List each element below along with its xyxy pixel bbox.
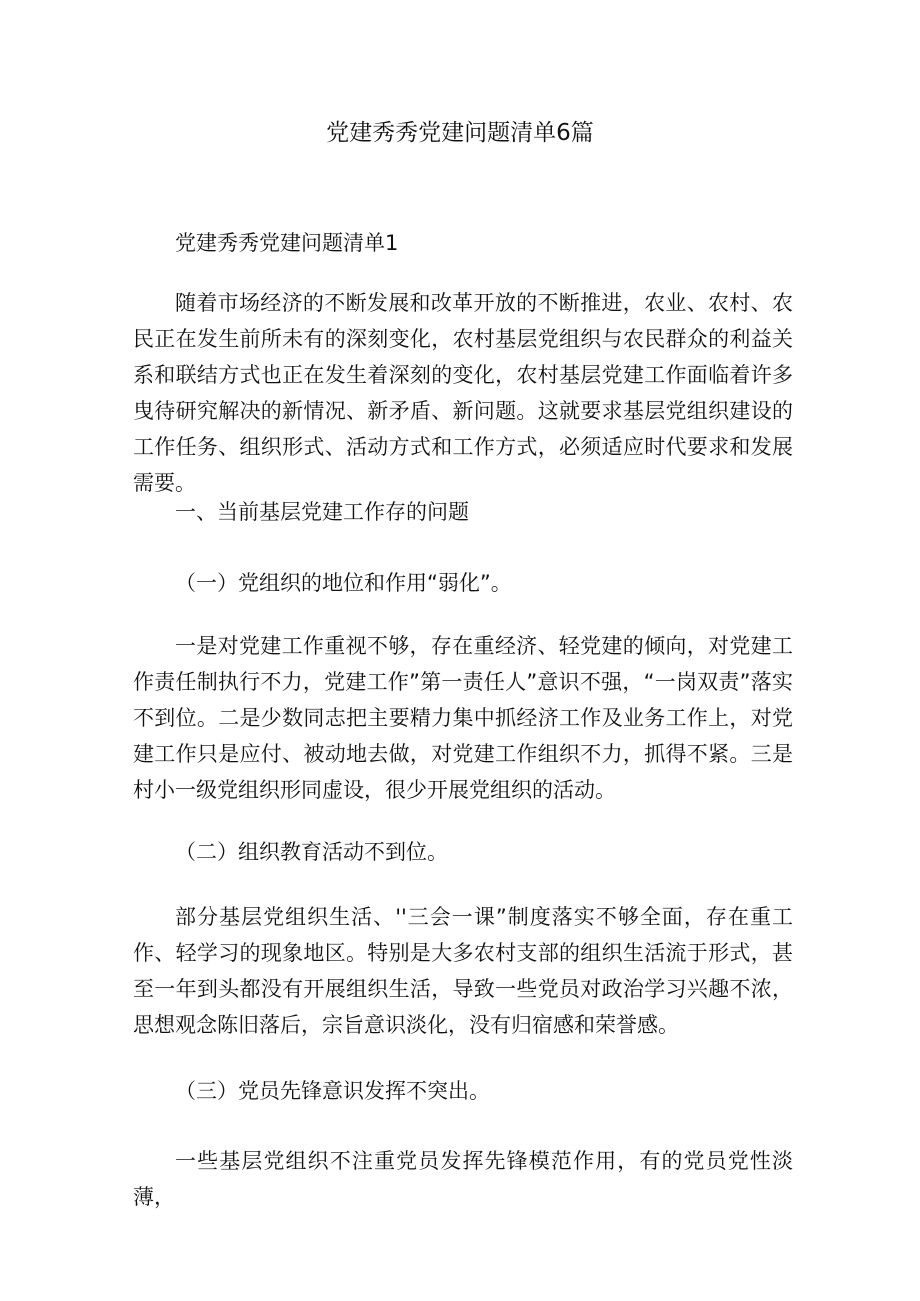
document-subtitle: 党建秀秀党建问题清单1 [175, 231, 399, 255]
subsection-1-body: 一是对党建工作重视不够，存在重经济、轻党建的倾向，对党建工作责任制执行不力，党建工作”第一责任人”意识不强，“一岗双责”落实不到位。二是少数同志把主要精力集中抓经济工作及业务工作上，对党建工作只是应付、被动地去做，对党建工作组织不力，抓得不紧。三是村小一级党组织形同虚设，很少开展党组织的活动。 [133, 634, 793, 802]
subsection-3-body: 一些基层党组织不注重党员发挥先锋模范作用，有的党员党性淡薄， [133, 1149, 793, 1209]
section-heading: 一、当前基层党建工作存的问题 [175, 500, 469, 524]
intro-paragraph: 随着市场经济的不断发展和改革开放的不断推进，农业、农村、农民正在发生前所未有的深刻变化，农村基层党组织与农民群众的利益关系和联结方式也正在发生着深刻的变化，农村基层党建工作面临着许多曳待研究解决的新情况、新矛盾、新问题。这就要求基层党组织建设的工作任务、组织形式、活动方式和工作方式，必须适应时代要求和发展需要。 [133, 291, 793, 495]
subsection-3-heading: （三）党员先锋意识发挥不突出。 [175, 1079, 490, 1103]
subsection-2-body: 部分基层党组织生活、''三会一课”制度落实不够全面，存在重工作、轻学习的现象地区。特别是大多农村支部的组织生活流于形式，甚至一年到头都没有开展组织生活，导致一些党员对政治学习兴趣不浓，思想观念陈旧落后，宗旨意识淡化，没有归宿感和荣誉感。 [133, 905, 793, 1037]
subsection-1-heading: （一）党组织的地位和作用“弱化”。 [175, 571, 512, 595]
subsection-2-heading: （二）组织教育活动不到位。 [175, 840, 448, 864]
document-title: 党建秀秀党建问题清单6篇 [326, 120, 594, 146]
